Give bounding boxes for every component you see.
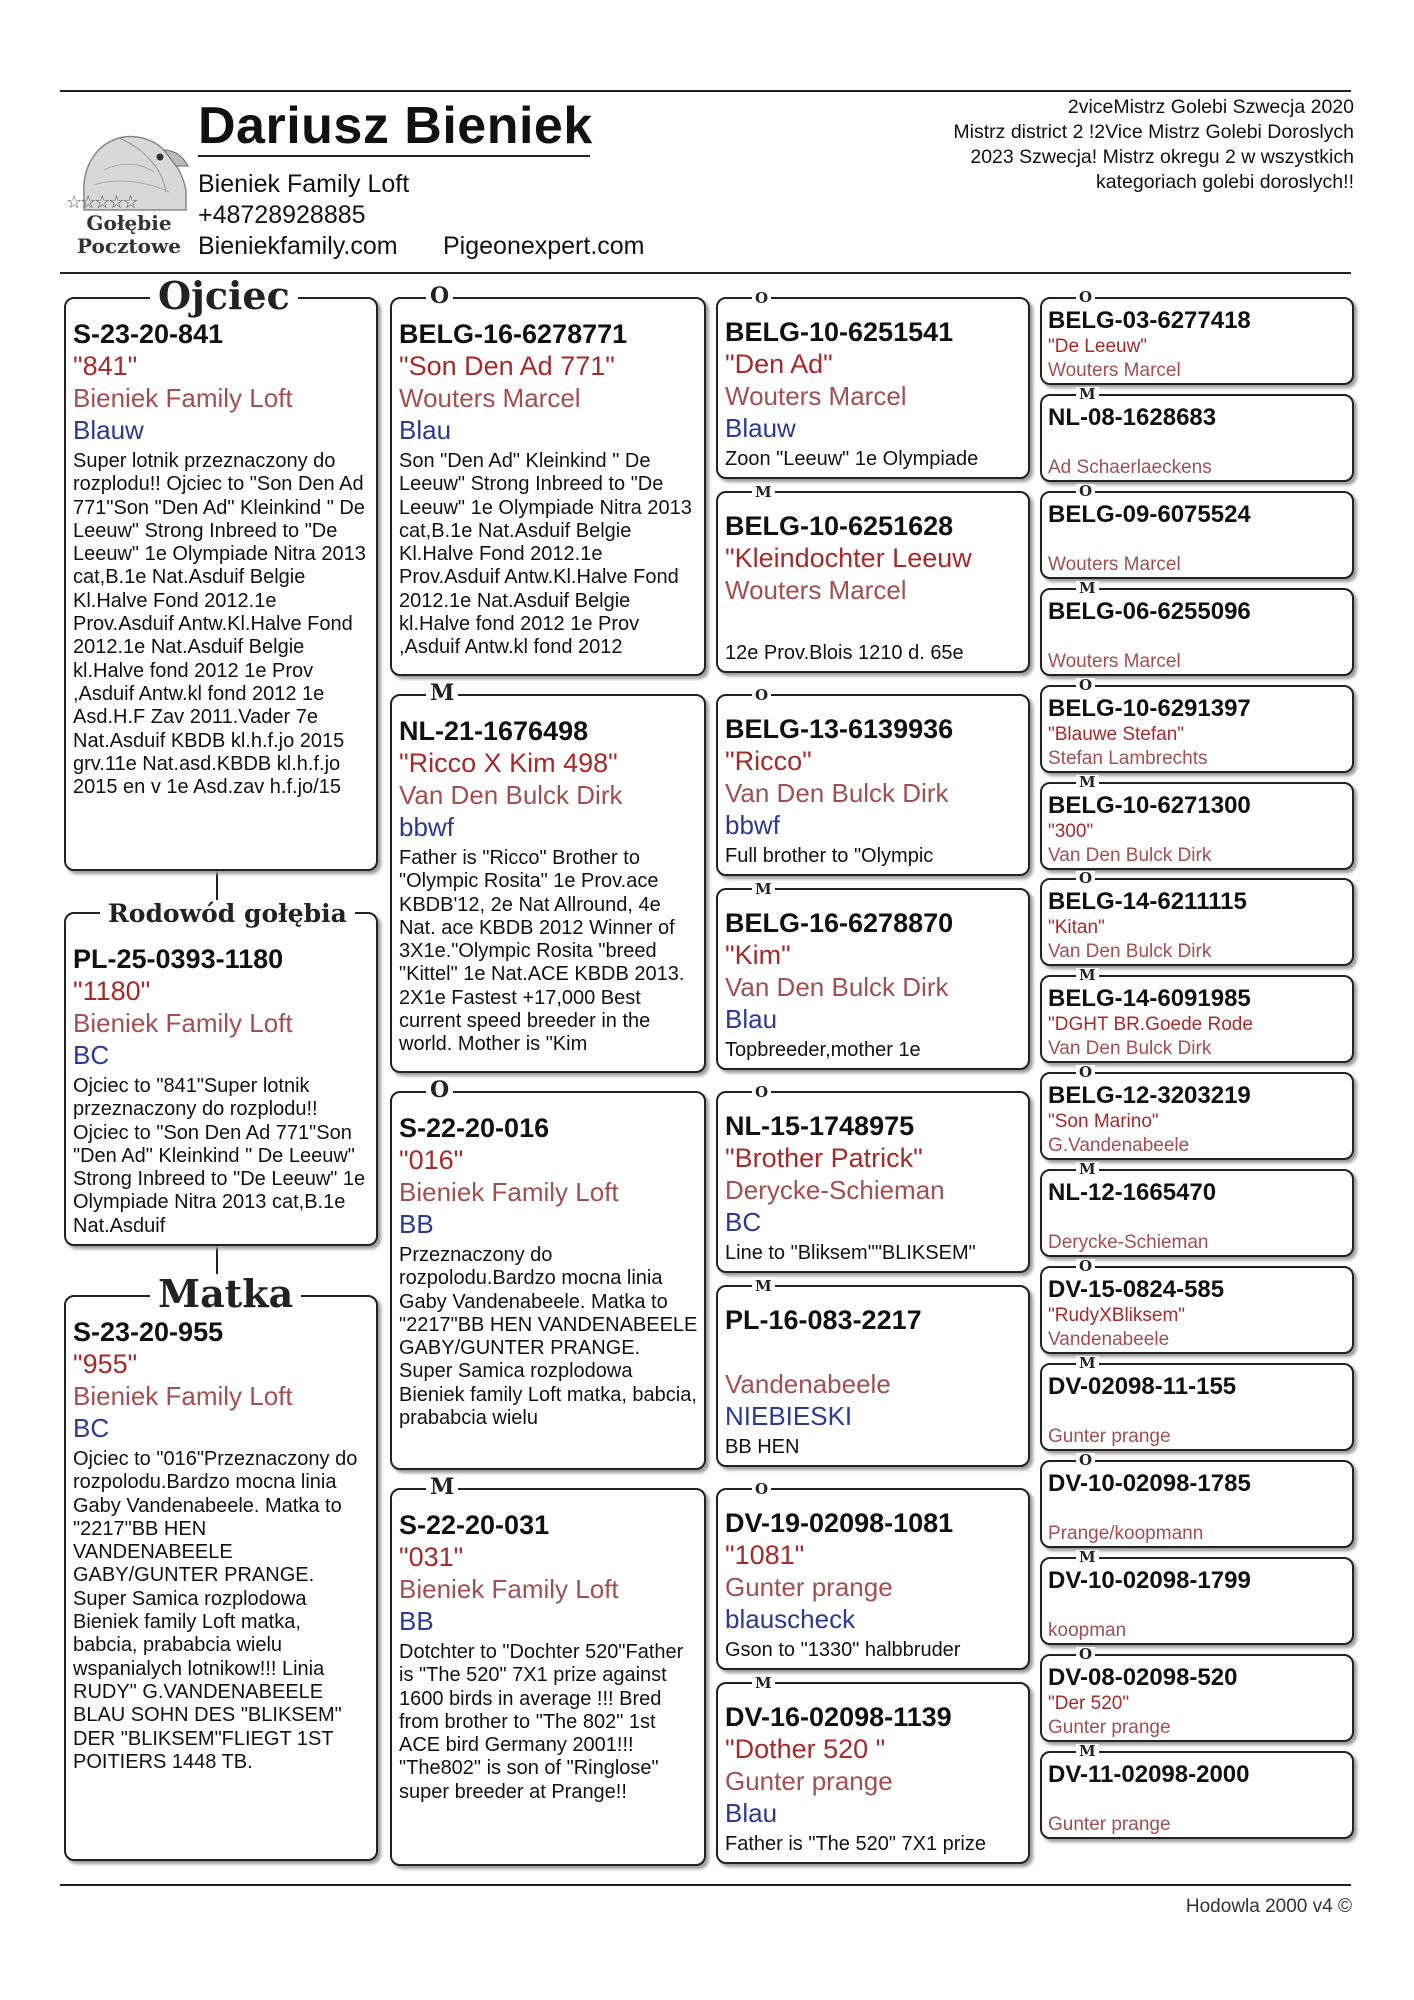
ring-number: BELG-16-6278771	[399, 319, 628, 349]
achievement-line: 2viceMistrz Golebi Szwecja 2020	[1067, 96, 1354, 118]
gen4-card[interactable]	[1040, 1751, 1354, 1839]
ring-number: DV-02098-11-155	[1048, 1372, 1237, 1400]
pigeon-name	[1048, 1207, 1346, 1231]
breeder: Prange/koopmann	[1048, 1522, 1204, 1544]
website-1[interactable]: Bieniekfamily.com	[198, 232, 398, 260]
gen3-card[interactable]	[716, 297, 1030, 479]
pigeon-color: Blau	[399, 415, 452, 445]
breeder: Bieniek Family Loft	[399, 1574, 619, 1604]
notes: Super lotnik przeznaczony do rozplodu!! Ojciec to "Son Den Ad 771"Son "Den Ad" Kleinkind " De Leeuw" Strong Inbreed to "De Leeuw" 1e Olympiade Nitra 2013 cat,B.1e Nat.Asduif Belgie Kl.Halve Fond 2012.1e Prov.Asduif Antw.Kl.Halve Fond 2012.1e Nat.Asduif Belgie kl.Halve fond 2012 1e Prov ,Asduif Antw.kl fond 2012 1e Asd.H.F Zav 2011.Vader 7e Nat.Asduif KBDB kl.h.f.jo 2015 grv.11e Nat.asd.KBDB kl.h.f.jo 2015 en v 1e Asd.zav h.f.jo/15	[73, 450, 366, 799]
pigeon-name	[1048, 1595, 1346, 1619]
mother-marker: M	[1076, 1550, 1099, 1565]
pigeon-color: BC	[73, 1040, 110, 1070]
breeder: Wouters Marcel	[725, 381, 907, 411]
gen4-card[interactable]	[1040, 1266, 1354, 1354]
gen4-card[interactable]	[1040, 975, 1354, 1063]
mother-marker: M	[1076, 775, 1099, 790]
ring-number: NL-12-1665470	[1048, 1179, 1217, 1207]
pigeon-name: "016"	[399, 1145, 464, 1175]
logo-line-2: Pocztowe	[77, 234, 181, 258]
gen4-card[interactable]	[1040, 297, 1354, 385]
breeder: Wouters Marcel	[1048, 650, 1181, 672]
breeder: Gunter prange	[1048, 1425, 1171, 1447]
phone-number: +48728928885	[198, 201, 366, 229]
mother-marker: M	[752, 1279, 775, 1294]
gen4-card[interactable]	[1040, 1363, 1354, 1451]
pigeon-name: "1081"	[725, 1540, 805, 1570]
footer-rule	[60, 1884, 1351, 1886]
gen4-card[interactable]	[1040, 685, 1354, 773]
breeder: Gunter prange	[725, 1766, 893, 1796]
owner-name-underline	[198, 155, 590, 157]
mother-marker: M	[1076, 968, 1099, 983]
gen2-card[interactable]	[390, 1091, 706, 1470]
ring-number: BELG-12-3203219	[1048, 1082, 1251, 1110]
breeder: Bieniek Family Loft	[73, 1008, 293, 1038]
pigeon-name: "Ricco X Kim 498"	[399, 748, 618, 778]
gen4-card[interactable]	[1040, 878, 1354, 966]
pigeon-name	[1048, 529, 1346, 553]
notes: Zoon "Leeuw" 1e Olympiade	[725, 448, 979, 470]
father-label: Ojciec	[150, 276, 298, 316]
pedigree-label: Rodowód gołębia	[100, 900, 355, 928]
breeder: Van Den Bulck Dirk	[1048, 844, 1212, 866]
breeder: Bieniek Family Loft	[73, 1381, 293, 1411]
ring-number: PL-25-0393-1180	[73, 944, 284, 974]
father-marker: O	[426, 1079, 453, 1101]
mother-marker: M	[1076, 1744, 1099, 1759]
mother-marker: M	[426, 682, 458, 704]
ring-number: BELG-10-6251541	[725, 317, 954, 347]
breeder: Wouters Marcel	[1048, 553, 1181, 575]
breeder: Vandenabeele	[1048, 1329, 1170, 1350]
pigeon-name: "RudyXBliksem"	[1048, 1305, 1186, 1326]
pigeon-name: "Dother 520 "	[725, 1734, 886, 1764]
ring-number: BELG-10-6271300	[1048, 791, 1251, 819]
ring-number: DV-19-02098-1081	[725, 1508, 954, 1538]
father-marker: O	[426, 285, 453, 307]
owner-name: Dariusz Bieniek	[198, 97, 593, 155]
pigeon-name	[1048, 432, 1346, 456]
breeder: Van Den Bulck Dirk	[725, 778, 949, 808]
breeder: Wouters Marcel	[1048, 360, 1181, 381]
notes: Ojciec to "016"Przeznaczony do rozpolodu.Bardzo mocna linia Gaby Vandenabeele. Matka to "2217"BB HEN VANDENABEELE GABY/GUNTER PRANGE. Super Samica rozplodowa Bieniek family Loft matka, babcia, prababcia wielu wspanialych lotnikow!!! Linia RUDY" G.VANDENABEELE BLAU SOHN DES "BLIKSEM" DER "BLIKSEM"FLIEGT 1ST POITIERS 1448 TB.	[73, 1448, 358, 1773]
notes: Father is "Ricco" Brother to "Olympic Rosita" 1e Prov.ace KBDB'12, 2e Nat Allround, 4e Nat. ace KBDB 2012 Winner of 3X1e."Olympic Rosita "breed "Kittel" 1e Nat.ACE KBDB 2013. 2X1e Fastest +17,000 Best current speed breeder in the world. Mother is "Kim	[399, 847, 685, 1056]
pigeon-name	[1048, 626, 1346, 650]
gen4-card[interactable]	[1040, 588, 1354, 676]
ring-number: NL-15-1748975	[725, 1111, 915, 1141]
mother-marker: M	[1076, 387, 1099, 402]
father-marker: O	[752, 291, 771, 306]
gen3-card[interactable]	[716, 1091, 1030, 1273]
gen3-card[interactable]	[716, 1285, 1030, 1467]
notes: Topbreeder,mother 1e	[725, 1039, 921, 1061]
breeder: Bieniek Family Loft	[73, 383, 293, 413]
subject-card[interactable]	[64, 912, 378, 1246]
pigeon-name: "De Leeuw"	[1048, 336, 1148, 357]
mother-marker: M	[752, 485, 775, 500]
breeder: G.Vandenabeele	[1048, 1135, 1190, 1157]
ring-number: DV-08-02098-520	[1048, 1663, 1238, 1691]
logo-text	[64, 212, 194, 258]
mother-card[interactable]	[64, 1295, 378, 1861]
breeder: Ad Schaerlaeckens	[1048, 456, 1212, 478]
notes: Dotchter to "Dochter 520"Father is "The 520" 7X1 prize against 1600 birds in average !!! Bred from brother to "The 802" 1st ACE bird Germany 2001!!! "The802" is son of "Ringlose" super breeder at Prange!!	[399, 1641, 684, 1803]
pigeon-name: "Son Marino"	[1048, 1111, 1159, 1133]
pigeon-name: "DGHT BR.Goede Rode	[1048, 1014, 1253, 1036]
mother-marker: M	[752, 882, 775, 897]
pigeon-color: Blauw	[725, 413, 796, 443]
ring-number: BELG-06-6255096	[1048, 597, 1251, 625]
footer-credit: Hodowla 2000 v4 ©	[1185, 1896, 1352, 1917]
ring-number: BELG-10-6291397	[1048, 694, 1251, 722]
breeder: Van Den Bulck Dirk	[1048, 1038, 1212, 1060]
ring-number: BELG-16-6278870	[725, 908, 954, 938]
pigeon-name: "Den Ad"	[725, 349, 833, 379]
breeder: Van Den Bulck Dirk	[1048, 941, 1212, 963]
gen3-card[interactable]	[716, 491, 1030, 673]
pigeon-color: BC	[725, 1207, 762, 1237]
notes: Line to "Bliksem""BLIKSEM"	[725, 1242, 976, 1264]
pigeon-name: "Der 520"	[1048, 1692, 1130, 1714]
notes: 12e Prov.Blois 1210 d. 65e	[725, 642, 964, 664]
notes: Full brother to "Olympic	[725, 845, 934, 867]
logo-line-1: Gołębie	[86, 211, 172, 235]
gen4-card[interactable]	[1040, 1654, 1354, 1742]
father-marker: O	[1076, 290, 1095, 305]
gen3-card[interactable]	[716, 888, 1030, 1070]
achievements	[854, 95, 1354, 195]
breeder: Gunter prange	[1048, 1813, 1171, 1835]
ring-number: NL-08-1628683	[1048, 403, 1217, 431]
pigeon-name: "955"	[73, 1349, 138, 1379]
breeder: Stefan Lambrechts	[1048, 747, 1208, 769]
notes: Gson to "1330" halbbruder	[725, 1639, 961, 1661]
breeder: Van Den Bulck Dirk	[725, 972, 949, 1002]
ring-number: PL-16-083-2217	[725, 1305, 922, 1335]
mother-marker: M	[752, 1676, 775, 1691]
breeder: Wouters Marcel	[399, 383, 581, 413]
ring-number: S-23-20-955	[73, 1317, 224, 1347]
father-marker: O	[1076, 678, 1095, 693]
ring-number: BELG-10-6251628	[725, 511, 954, 541]
gen2-card[interactable]	[390, 694, 706, 1073]
pigeon-color: Blau	[725, 1004, 778, 1034]
breeder: Van Den Bulck Dirk	[399, 780, 623, 810]
pigeon-color: Blau	[725, 1798, 778, 1828]
pigeon-name: "Blauwe Stefan"	[1048, 723, 1185, 745]
gen4-card[interactable]	[1040, 1169, 1354, 1257]
mother-marker: M	[1076, 1356, 1099, 1371]
pigeon-color	[725, 606, 1022, 638]
pigeon-name: "300"	[1048, 820, 1094, 842]
achievement-line: 2023 Szwecja! Mistrz okregu 2 w wszystkich	[970, 146, 1354, 168]
ring-number: BELG-14-6091985	[1048, 985, 1251, 1013]
breeder: Derycke-Schieman	[1048, 1232, 1209, 1254]
pigeon-name	[1048, 1789, 1346, 1813]
gen4-card[interactable]	[1040, 491, 1354, 579]
pigeon-color: BB	[399, 1606, 434, 1636]
pigeon-name: "Kleindochter Leeuw	[725, 543, 972, 573]
gen2-card[interactable]	[390, 1488, 706, 1866]
mother-marker: M	[1076, 581, 1099, 596]
ring-number: DV-11-02098-2000	[1048, 1760, 1250, 1788]
breeder: Gunter prange	[1048, 1716, 1171, 1738]
pigeon-color: blauscheck	[725, 1604, 856, 1634]
ring-number: S-23-20-841	[73, 319, 224, 349]
mother-marker: M	[1076, 1162, 1099, 1177]
pigeon-name: "Kitan"	[1048, 917, 1105, 939]
breeder: Wouters Marcel	[725, 575, 907, 605]
gen2-card[interactable]	[390, 297, 706, 676]
gen4-card[interactable]	[1040, 1460, 1354, 1548]
ring-number: DV-16-02098-1139	[725, 1702, 952, 1732]
father-marker: O	[1076, 484, 1095, 499]
pigeon-color: BB	[399, 1209, 434, 1239]
breeder: Vandenabeele	[725, 1369, 891, 1399]
pigeon-name	[725, 1336, 1022, 1368]
breeder: Derycke-Schieman	[725, 1175, 945, 1205]
pigeon-name: "Ricco"	[725, 746, 812, 776]
father-marker: O	[1076, 1065, 1095, 1080]
pigeon-color: bbwf	[399, 812, 454, 842]
gen3-card[interactable]	[716, 1682, 1030, 1864]
pigeon-color: NIEBIESKI	[725, 1401, 853, 1431]
top-rule	[60, 90, 1351, 92]
ring-number: BELG-03-6277418	[1048, 307, 1251, 334]
pigeon-name: "031"	[399, 1542, 464, 1572]
ring-number: S-22-20-016	[399, 1113, 550, 1143]
ring-number: S-22-20-031	[399, 1510, 550, 1540]
father-marker: O	[752, 1482, 771, 1497]
pigeon-name: "Brother Patrick"	[725, 1143, 923, 1173]
pigeon-name: "Kim"	[725, 940, 791, 970]
ring-number: NL-21-1676498	[399, 716, 589, 746]
ring-number: DV-10-02098-1785	[1048, 1469, 1251, 1497]
logo-stars: ☆☆☆☆☆	[66, 192, 137, 212]
breeder: Bieniek Family Loft	[399, 1177, 619, 1207]
ring-number: DV-10-02098-1799	[1048, 1566, 1251, 1594]
notes: Father is "The 520" 7X1 prize	[725, 1833, 986, 1855]
notes: BB HEN	[725, 1436, 800, 1458]
father-marker: O	[752, 1085, 771, 1100]
father-marker: O	[1076, 871, 1095, 886]
ring-number: DV-15-0824-585	[1048, 1276, 1225, 1303]
notes: Przeznaczony do rozpolodu.Bardzo mocna linia Gaby Vandenabeele. Matka to "2217"BB HEN VANDENABEELE GABY/GUNTER PRANGE. Super Samica rozplodowa Bieniek family Loft matka, babcia, prababcia wielu	[399, 1244, 698, 1430]
gen3-card[interactable]	[716, 1488, 1030, 1670]
gen4-card[interactable]	[1040, 394, 1354, 482]
website-2[interactable]: Pigeonexpert.com	[443, 232, 645, 260]
breeder: Gunter prange	[725, 1572, 893, 1602]
notes: Ojciec to "841"Super lotnik przeznaczony do rozplodu!! Ojciec to "Son Den Ad 771"Son "Den Ad" Kleinkind " De Leeuw" Strong Inbreed to "De Leeuw" 1e Olympiade Nitra 2013 cat,B.1e Nat.Asduif	[73, 1075, 366, 1237]
ring-number: BELG-13-6139936	[725, 714, 954, 744]
father-card[interactable]	[64, 297, 378, 871]
pigeon-name: "1180"	[73, 976, 151, 1006]
pigeon-name	[1048, 1401, 1346, 1425]
father-marker: O	[1076, 1259, 1095, 1274]
ring-number: BELG-09-6075524	[1048, 500, 1251, 528]
mother-label: Matka	[150, 1274, 301, 1314]
notes: Son "Den Ad" Kleinkind " De Leeuw" Strong Inbreed to "De Leeuw" 1e Olympiade Nitra 2013 cat,B.1e Nat.Asduif Belgie Kl.Halve Fond 2012.1e Prov.Asduif Antw.Kl.Halve Fond 2012.1e Nat.Asduif Belgie kl.Halve fond 2012 1e Prov ,Asduif Antw.kl fond 2012	[399, 450, 692, 659]
pigeon-name: "Son Den Ad 771"	[399, 351, 615, 381]
gen4-card[interactable]	[1040, 1557, 1354, 1645]
pigeon-color: bbwf	[725, 810, 780, 840]
pigeon-name	[1048, 1498, 1346, 1522]
gen3-card[interactable]	[716, 694, 1030, 876]
breeder: koopman	[1048, 1619, 1127, 1641]
father-marker: O	[1076, 1647, 1095, 1662]
loft-name: Bieniek Family Loft	[198, 170, 410, 198]
father-marker: O	[1076, 1453, 1095, 1468]
pigeon-name: "841"	[73, 351, 138, 381]
achievement-line: Mistrz district 2 !2Vice Mistrz Golebi Doroslych	[953, 121, 1354, 143]
ring-number: BELG-14-6211115	[1048, 888, 1247, 916]
father-marker: O	[752, 688, 771, 703]
achievement-line: kategoriach golebi doroslych!!	[1096, 171, 1354, 193]
pigeon-color: BC	[73, 1413, 110, 1443]
pigeon-color: Blauw	[73, 415, 144, 445]
gen4-card[interactable]	[1040, 1072, 1354, 1160]
mother-marker: M	[426, 1476, 458, 1498]
gen4-card[interactable]	[1040, 782, 1354, 870]
